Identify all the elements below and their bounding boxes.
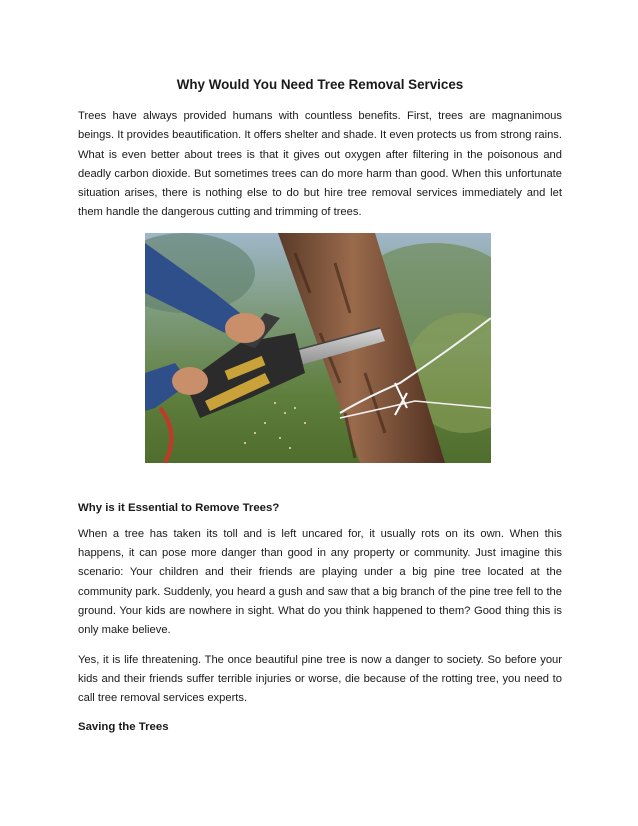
- intro-paragraph: Trees have always provided humans with countless benefits. First, trees are magnanimous beings. It provides beautification. It offers shelter and shade. It even protects us from strong rains. What is even better about trees is that it gives out oxygen after filtering in the poisonous and deadly carbon dioxide. But sometimes trees can do more harm than good. When this unfortunate situation arises, there is nothing else to do but hire tree removal services immediately and let them handle the dangerous cutting and trimming of trees.: [78, 110, 562, 219]
- chainsaw-tree-photo: [145, 233, 491, 463]
- section-heading-why-remove: Why is it Essential to Remove Trees?: [78, 501, 280, 514]
- section1-paragraph-1: When a tree has taken its toll and is left uncared for, it usually rots on its own. When this happens, it can pose more danger than good in any property or community. Just imagine this scenario: Your children and their friends are playing under a big pine tree located at the community park. Suddenly, you heard a gush and saw that a big branch of the pine tree fell to the ground. Your kids are nowhere in sight. What do you think happened to them? Good thing this is only make believe.: [78, 527, 562, 637]
- section1-paragraph-2: Yes, it is life threatening. The once beautiful pine tree is now a danger to society. So before your kids and their friends suffer terrible injuries or worse, die because of the rotting tree, you need to call tree removal services experts.: [78, 653, 562, 705]
- section-heading-saving-trees: Saving the Trees: [78, 721, 169, 734]
- document-title: Why Would You Need Tree Removal Services: [176, 77, 464, 92]
- document-page: [78, 76, 562, 744]
